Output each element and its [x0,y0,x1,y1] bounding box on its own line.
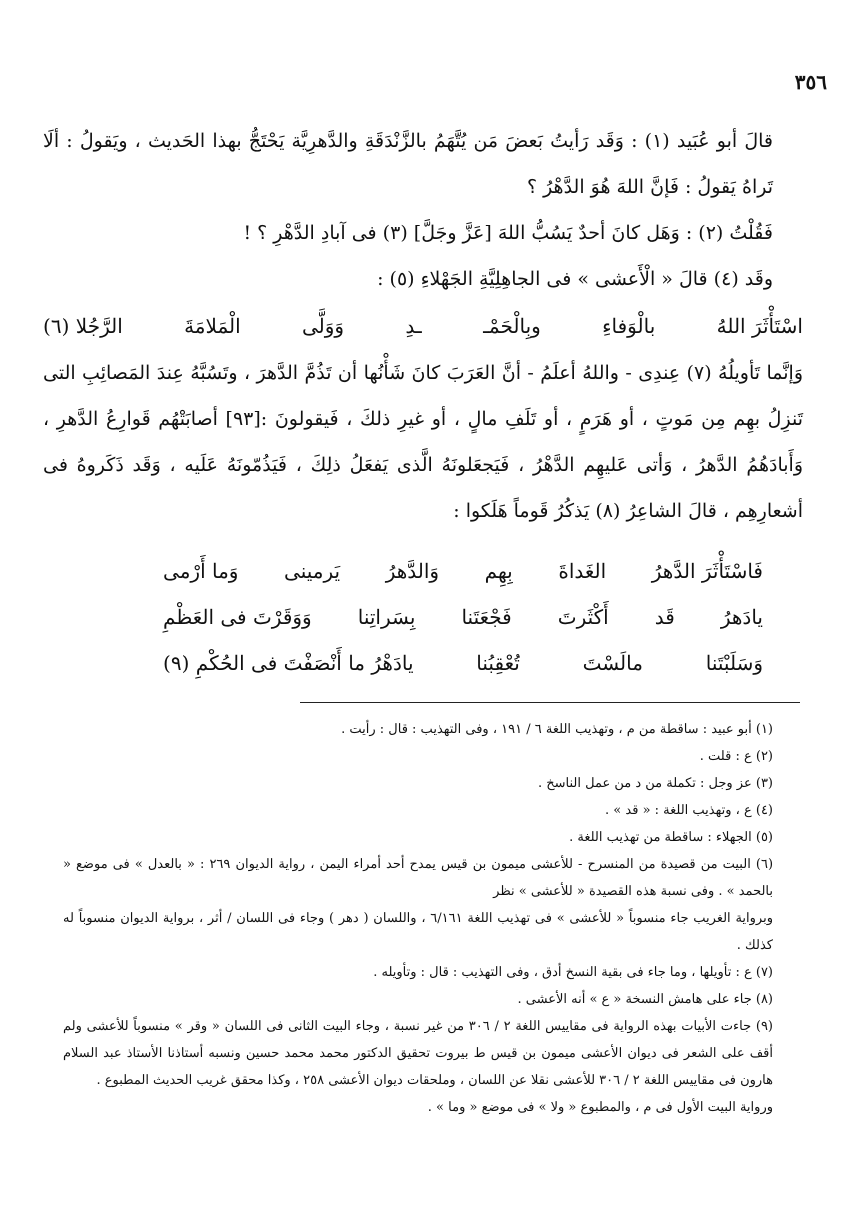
poem-word: الغَداةَ [558,559,607,583]
verse-word: ـدِ [405,314,422,338]
poem-word: وَالدَّهرُ [385,559,440,583]
page-number: ٣٥٦ [794,70,827,94]
paragraph-3: وقَد (٤) قالَ « الْأَعشى » فى الجاهِلِيَّةِ الجَهْلاءِ (٥) : [377,268,773,290]
footnote: ورواية البيت الأول فى م ، والمطبوع « ولا » فى موضع « وما » . [427,1100,773,1115]
poem-word: وَسَلَبْتَنا [705,651,763,675]
verse-word: وبِالْحَمْـ [483,314,541,338]
verse-line [43,302,803,350]
footnote: وبرواية الغريب جاء منسوباً « للأعشى » فى تهذيب اللغة ٦/١٦١ ، واللسان ( دهر ) وجاء فى اللسان / أثر ، برواية الديوان منسوباً له كذلك . [63,911,773,953]
poem-word: يَرمينى [284,559,341,583]
footnote: (٥) الجهلاء : ساقطة من تهذيب اللغة . [569,830,773,845]
poem-line [163,640,763,686]
poem-word: يادَهرُ [720,605,763,629]
footnote: (٤) ع ، وتهذيب اللغة : « قد » . [605,803,773,818]
verse-word: اسْتَأْثَرَ اللهُ [716,314,803,338]
poem-word: بِهِم [484,559,513,583]
verse-word: بالْوَفاءِ [602,314,656,338]
poem-word: يادَهْرُ ما أَنْصَفْتَ فى الحُكْمِ (٩) [163,651,414,675]
poem-word: وَوَقَرْتَ فى العَظْمِ [163,605,312,629]
footnote: (٩) جاءت الأبيات بهذه الرواية فى مقاييس اللغة ٢ / ٣٠٦ من غير نسبة ، وجاء البيت الثانى فى اللسان « وقر » منسوباً للأعشى ولم أقف على الشعر فى ديوان الأعشى ميمون بن قيس ط بيروت تحقيق الدكتور محمد محمد حسين ونسبه أستاذنا الأستاذ عبد السلام هارون فى مقاييس اللغة ٢ / ٣٠٦ للأعشى نقلا عن اللسان ، وملحقات ديوان الأعشى ٢٥٨ ، وكذا محقق غريب الحديث المطبوع . [63,1019,773,1088]
footnote: (٧) ع : تأويلها ، وما جاء فى بقية النسخ أدق ، وفى التهذيب : قال : وتأويله . [373,965,773,980]
paragraph-1: قالَ أبو عُبَيد (١) : وَقَد رَأيتُ بَعضَ مَن يُتَّهَمُ بالزَّنْدَقَةِ والدَّهرِيَّة يَحْتَجُّ بهذا الحَديث ، ويَقولُ : ألَا تَراهُ يَقولُ : فَإنَّ اللهَ هُوَ الدَّهْرُ ؟ [43,130,773,198]
poem-word: بِسَراتِنا [357,605,416,629]
footnote: (١) أبو عبيد : ساقطة من م ، وتهذيب اللغة ٦ / ١٩١ ، وفى التهذيب : قال : رأيت . [341,722,773,737]
footnote: (٨) جاء على هامش النسخة « ع » أنه الأعشى . [517,992,773,1007]
paragraph-2: فَقُلْتُ (٢) : وَهَل كانَ أحدٌ يَسُبُّ اللهَ [عَزَّ وجَلَّ] (٣) فى آبادِ الدَّهْرِ ؟ ! [243,222,773,244]
main-text [43,118,803,534]
verse-word: وَوَلَّى [301,314,345,338]
verse-word: الرَّجُلا (٦) [43,314,123,338]
poem-word: قَد [654,605,675,629]
footnote: (٣) عز وجل : تكملة من د من عمل الناسخ . [537,776,773,791]
footnote-divider [300,702,800,703]
poem-word: مالَسْتَ [582,651,643,675]
footnote: (٦) البيت من قصيدة من المنسرح - للأعشى ميمون بن قيس يمدح أحد أمراء اليمن ، رواية الديوان ٢٦٩ : « بالعدل » فى موضع « بالحمد » . وفى نسبة هذه القصيدة « للأعشى » نظر [63,857,774,899]
footnote: (٢) ع : قلت . [699,749,773,764]
poem [163,548,763,686]
poem-line [163,548,763,594]
paragraph-4: وَإنَّما تَأويلُهُ (٧) عِندِى - واللهُ أعلَمُ - أنَّ العَرَبَ كانَ شَأْنُها أن تَذُمَّ الدَّهرَ ، وتَسُبَّهُ عِندَ المَصائِبِ التى تَنزِلُ بهِم مِن مَوتٍ ، أو هَرَمٍ ، أو تَلَفِ مالٍ ، أو غيرِ ذلكَ ، فَيقولونَ :[٩٣] أصابَتْهُم قَوارِعُ الدَّهرِ ، وَأَبادَهُمُ الدَّهرُ ، وَأتى عَليهِم الدَّهْرُ ، فَيَجعَلونَهُ الَّذى يَفعَلُ ذلِكَ ، فَيَذُمّونَهُ عَلَيه ، وَقَد ذَكَروهُ فى أشعارِهِم ، قالَ الشاعِرُ (٨) يَذكُرُ قَوماً هَلَكوا : [43,362,803,522]
poem-word: أَكْثَرتَ [557,605,609,629]
footnotes [63,716,803,1121]
poem-line [163,594,763,640]
verse-word: الْمَلامَةَ [184,314,241,338]
poem-word: فَجْعَتَنا [461,605,512,629]
poem-word: فَاسْتَأْثَرَ الدَّهرُ [651,559,763,583]
poem-word: وَما أَرْمى [163,559,239,583]
poem-word: تُعْقِبُنا [476,651,520,675]
